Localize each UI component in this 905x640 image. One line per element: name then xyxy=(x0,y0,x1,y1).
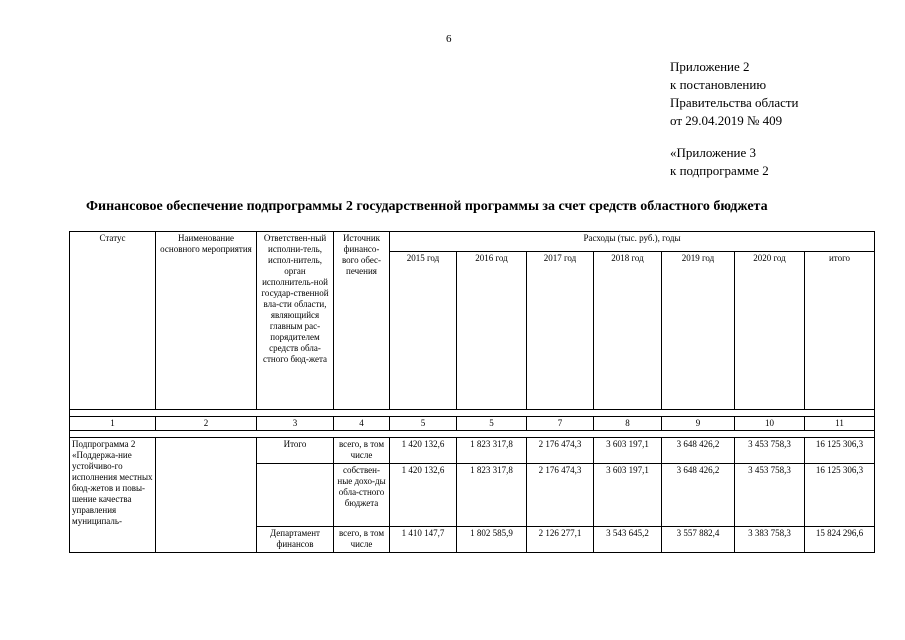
column-number: 5 xyxy=(457,417,527,431)
column-number: 8 xyxy=(594,417,662,431)
column-number: 4 xyxy=(334,417,390,431)
total-cell: 16 125 306,3 xyxy=(805,464,875,527)
approval-line: Правительства области xyxy=(670,95,799,110)
value-cell: 3 603 197,1 xyxy=(594,464,662,527)
column-number: 3 xyxy=(257,417,334,431)
value-cell: 1 420 132,6 xyxy=(390,464,457,527)
approval-line: от 29.04.2019 № 409 xyxy=(670,113,783,128)
value-cell: 1 823 317,8 xyxy=(457,464,527,527)
header-year: 2016 год xyxy=(457,252,527,410)
source-cell: всего, в том числе xyxy=(334,527,390,553)
separator-row xyxy=(70,431,875,438)
column-number: 1 xyxy=(70,417,156,431)
executor-cell xyxy=(257,464,334,527)
document-title: Финансовое обеспечение подпрограммы 2 государственной программы за счет средств областного бюджета xyxy=(86,199,768,214)
source-cell: собствен-ные дохо-ды обла-стного бюджета xyxy=(334,464,390,527)
total-cell: 16 125 306,3 xyxy=(805,438,875,464)
value-cell: 3 453 758,3 xyxy=(735,438,805,464)
header-expenses: Расходы (тыс. руб.), годы xyxy=(390,232,875,252)
value-cell: 3 557 882,4 xyxy=(662,527,735,553)
separator-row xyxy=(70,410,875,417)
column-number: 5 xyxy=(390,417,457,431)
value-cell: 3 453 758,3 xyxy=(735,464,805,527)
finance-table xyxy=(69,231,875,553)
header-status: Статус xyxy=(70,232,156,410)
annex-line: «Приложение 3 xyxy=(670,145,757,160)
approval-block xyxy=(670,58,799,180)
annex-line: к подпрограмме 2 xyxy=(670,163,769,178)
header-year: 2015 год xyxy=(390,252,457,410)
status-cell: Подпрограмма 2 «Поддержа-ние устойчиво-го исполнения местных бюд-жетов и повы-шение качества управления муниципаль- xyxy=(70,438,156,553)
header-year: 2018 год xyxy=(594,252,662,410)
column-number: 2 xyxy=(156,417,257,431)
value-cell: 1 410 147,7 xyxy=(390,527,457,553)
header-executor: Ответствен-ный исполни-тель, испол-нитель, орган исполнитель-ной государ-ственной вла-сти области, являющийся главным рас-порядителем средств обла-стного бюд-жета xyxy=(257,232,334,410)
column-number: 10 xyxy=(735,417,805,431)
value-cell: 1 823 317,8 xyxy=(457,438,527,464)
executor-cell: Департамент финансов xyxy=(257,527,334,553)
column-number: 11 xyxy=(805,417,875,431)
value-cell: 1 802 585,9 xyxy=(457,527,527,553)
value-cell: 3 603 197,1 xyxy=(594,438,662,464)
value-cell: 2 176 474,3 xyxy=(527,464,594,527)
column-number: 9 xyxy=(662,417,735,431)
header-source: Источник финансо-вого обес-печения xyxy=(334,232,390,410)
table-row xyxy=(70,438,875,464)
executor-cell: Итого xyxy=(257,438,334,464)
approval-line: к постановлению xyxy=(670,77,767,92)
page-number: 6 xyxy=(446,33,452,45)
total-cell: 15 824 296,6 xyxy=(805,527,875,553)
column-number: 7 xyxy=(527,417,594,431)
value-cell: 2 126 277,1 xyxy=(527,527,594,553)
column-number-row xyxy=(70,417,875,431)
header-year: 2020 год xyxy=(735,252,805,410)
header-year: 2017 год xyxy=(527,252,594,410)
value-cell: 3 543 645,2 xyxy=(594,527,662,553)
value-cell: 1 420 132,6 xyxy=(390,438,457,464)
approval-line: Приложение 2 xyxy=(670,59,750,74)
value-cell: 3 383 758,3 xyxy=(735,527,805,553)
value-cell: 3 648 426,2 xyxy=(662,438,735,464)
source-cell: всего, в том числе xyxy=(334,438,390,464)
header-year: 2019 год xyxy=(662,252,735,410)
header-total: итого xyxy=(805,252,875,410)
name-cell xyxy=(156,438,257,553)
approval-gap xyxy=(670,130,799,144)
header-name: Наименование основного мероприятия xyxy=(156,232,257,410)
value-cell: 2 176 474,3 xyxy=(527,438,594,464)
value-cell: 3 648 426,2 xyxy=(662,464,735,527)
